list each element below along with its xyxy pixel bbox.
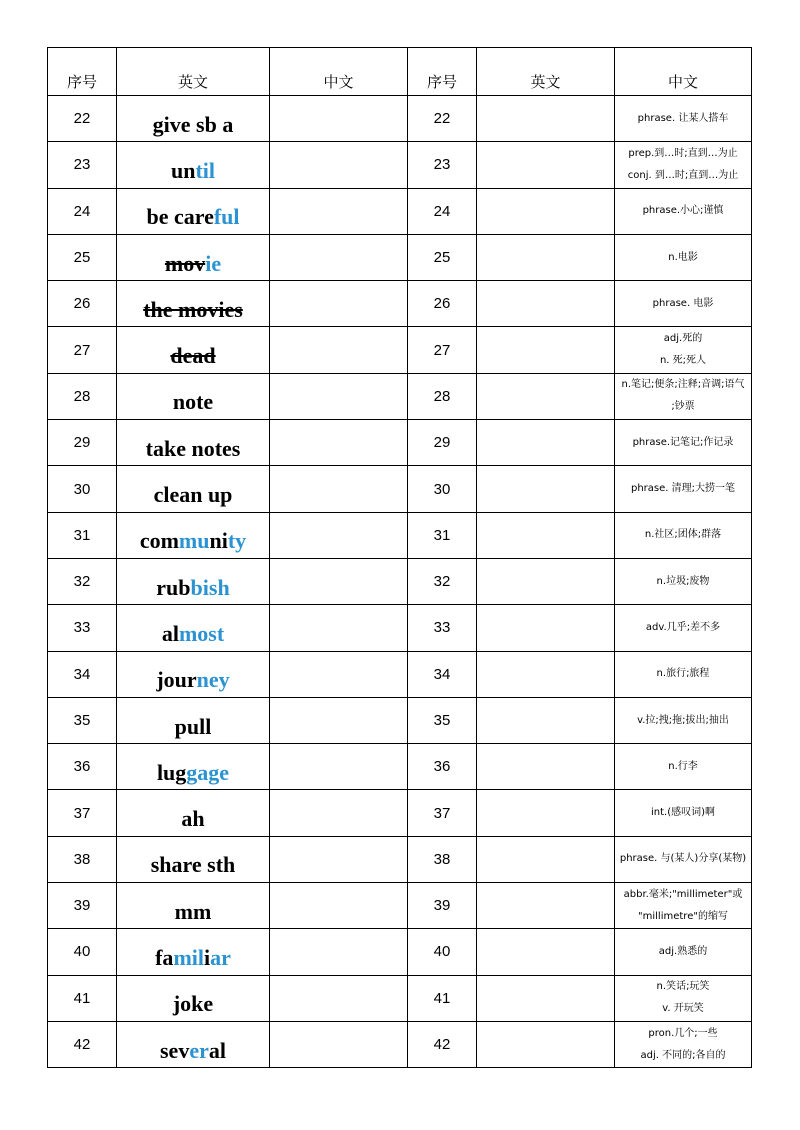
meaning-line: "millimetre"的缩写 bbox=[638, 910, 728, 922]
chinese-answer-blank bbox=[270, 1021, 408, 1067]
english-word bbox=[117, 605, 270, 651]
meaning-line: phrase. 电影 bbox=[652, 297, 714, 309]
vocabulary-table bbox=[47, 47, 752, 1068]
table-row bbox=[48, 651, 752, 697]
syllable: take notes bbox=[145, 435, 241, 461]
row-number-right: 35 bbox=[408, 697, 477, 743]
english-answer-blank bbox=[477, 373, 615, 419]
meaning-line: n.旅行;旅程 bbox=[656, 668, 710, 680]
syllable: i bbox=[204, 944, 211, 970]
english-word-text bbox=[171, 158, 215, 184]
chinese-meaning bbox=[615, 281, 752, 327]
english-word bbox=[117, 327, 270, 373]
table-row bbox=[48, 281, 752, 327]
english-answer-blank bbox=[477, 651, 615, 697]
english-answer-blank bbox=[477, 327, 615, 373]
english-word-text bbox=[173, 991, 213, 1017]
meaning-line: phrase.小心;谨慎 bbox=[642, 205, 724, 217]
syllable: ni bbox=[209, 528, 228, 554]
english-word bbox=[117, 883, 270, 929]
english-word-text bbox=[162, 621, 224, 647]
english-word bbox=[117, 142, 270, 188]
english-answer-blank bbox=[477, 1021, 615, 1067]
syllable: jour bbox=[156, 667, 197, 693]
table-row bbox=[48, 466, 752, 512]
chinese-answer-blank bbox=[270, 327, 408, 373]
row-number-right: 37 bbox=[408, 790, 477, 836]
row-number-right: 30 bbox=[408, 466, 477, 512]
english-answer-blank bbox=[477, 697, 615, 743]
row-number-left: 28 bbox=[48, 373, 117, 419]
english-answer-blank bbox=[477, 836, 615, 882]
chinese-answer-blank bbox=[270, 929, 408, 975]
english-word bbox=[117, 96, 270, 142]
syllable: al bbox=[208, 1037, 226, 1063]
english-answer-blank bbox=[477, 790, 615, 836]
row-number-right: 31 bbox=[408, 512, 477, 558]
english-word bbox=[117, 234, 270, 280]
row-number-left: 31 bbox=[48, 512, 117, 558]
table-row bbox=[48, 744, 752, 790]
table-row bbox=[48, 96, 752, 142]
english-word-text bbox=[155, 945, 231, 971]
table-row bbox=[48, 373, 752, 419]
chinese-meaning bbox=[615, 929, 752, 975]
meaning-line: phrase. 清理;大捞一笔 bbox=[630, 483, 735, 495]
row-number-right: 24 bbox=[408, 188, 477, 234]
row-number-left: 37 bbox=[48, 790, 117, 836]
syllable: clean up bbox=[153, 482, 233, 508]
syllable: mov bbox=[164, 250, 206, 276]
chinese-answer-blank bbox=[270, 651, 408, 697]
chinese-meaning bbox=[615, 744, 752, 790]
table-row bbox=[48, 836, 752, 882]
chinese-meaning bbox=[615, 883, 752, 929]
chinese-answer-blank bbox=[270, 790, 408, 836]
meaning-line: adj.死的 bbox=[663, 333, 703, 345]
header-number-right: 序号 bbox=[408, 48, 477, 96]
syllable: lug bbox=[156, 759, 187, 785]
chinese-answer-blank bbox=[270, 558, 408, 604]
table-row bbox=[48, 142, 752, 188]
chinese-meaning bbox=[615, 790, 752, 836]
english-word bbox=[117, 697, 270, 743]
highlighted-syllable: ar bbox=[210, 944, 231, 970]
syllable: dead bbox=[170, 343, 216, 369]
meaning-line: v. 开玩笑 bbox=[662, 1003, 704, 1015]
english-answer-blank bbox=[477, 605, 615, 651]
row-number-right: 40 bbox=[408, 929, 477, 975]
row-number-left: 40 bbox=[48, 929, 117, 975]
english-answer-blank bbox=[477, 744, 615, 790]
row-number-right: 34 bbox=[408, 651, 477, 697]
table-row bbox=[48, 234, 752, 280]
english-word bbox=[117, 836, 270, 882]
chinese-meaning bbox=[615, 466, 752, 512]
chinese-meaning bbox=[615, 836, 752, 882]
row-number-right: 29 bbox=[408, 420, 477, 466]
table-row bbox=[48, 558, 752, 604]
english-word bbox=[117, 975, 270, 1021]
english-word bbox=[117, 281, 270, 327]
chinese-answer-blank bbox=[270, 697, 408, 743]
table-row bbox=[48, 605, 752, 651]
english-answer-blank bbox=[477, 929, 615, 975]
chinese-answer-blank bbox=[270, 466, 408, 512]
chinese-meaning bbox=[615, 420, 752, 466]
chinese-answer-blank bbox=[270, 142, 408, 188]
syllable: un bbox=[170, 157, 196, 183]
row-number-right: 28 bbox=[408, 373, 477, 419]
highlighted-syllable: mu bbox=[178, 528, 210, 554]
meaning-line: n.垃圾;废物 bbox=[656, 575, 710, 587]
table-row bbox=[48, 1021, 752, 1067]
english-word bbox=[117, 790, 270, 836]
english-word-text bbox=[146, 436, 241, 462]
syllable: joke bbox=[172, 991, 214, 1017]
syllable: note bbox=[172, 389, 214, 415]
highlighted-syllable: ty bbox=[227, 528, 247, 554]
syllable: al bbox=[161, 620, 179, 646]
english-answer-blank bbox=[477, 420, 615, 466]
syllable: rub bbox=[156, 574, 191, 600]
english-word bbox=[117, 744, 270, 790]
english-word-text bbox=[175, 899, 212, 925]
highlighted-syllable: ie bbox=[205, 250, 222, 276]
table-row bbox=[48, 929, 752, 975]
meaning-line: v.拉;拽;拖;拔出;抽出 bbox=[637, 714, 729, 726]
english-word bbox=[117, 1021, 270, 1067]
highlighted-syllable: gage bbox=[186, 759, 230, 785]
english-word-text bbox=[160, 1038, 226, 1064]
chinese-meaning bbox=[615, 605, 752, 651]
chinese-answer-blank bbox=[270, 420, 408, 466]
chinese-answer-blank bbox=[270, 96, 408, 142]
header-chinese-left: 中文 bbox=[270, 48, 408, 96]
english-word-text bbox=[153, 112, 234, 138]
english-word-text bbox=[156, 575, 229, 601]
row-number-left: 27 bbox=[48, 327, 117, 373]
meaning-line: n.电影 bbox=[668, 251, 698, 263]
meaning-line: conj. 到…时;直到…为止 bbox=[627, 169, 739, 181]
english-answer-blank bbox=[477, 558, 615, 604]
row-number-right: 26 bbox=[408, 281, 477, 327]
english-answer-blank bbox=[477, 188, 615, 234]
row-number-left: 39 bbox=[48, 883, 117, 929]
meaning-line: adv.几乎;差不多 bbox=[645, 621, 721, 633]
english-answer-blank bbox=[477, 142, 615, 188]
row-number-left: 29 bbox=[48, 420, 117, 466]
row-number-right: 42 bbox=[408, 1021, 477, 1067]
chinese-meaning bbox=[615, 512, 752, 558]
chinese-answer-blank bbox=[270, 605, 408, 651]
chinese-meaning bbox=[615, 697, 752, 743]
row-number-right: 38 bbox=[408, 836, 477, 882]
meaning-line: int.(感叹词)啊 bbox=[650, 807, 716, 819]
chinese-meaning bbox=[615, 651, 752, 697]
chinese-answer-blank bbox=[270, 975, 408, 1021]
row-number-right: 23 bbox=[408, 142, 477, 188]
chinese-meaning bbox=[615, 373, 752, 419]
english-word-text bbox=[170, 343, 215, 369]
chinese-answer-blank bbox=[270, 744, 408, 790]
english-word-text bbox=[173, 389, 213, 415]
row-number-left: 22 bbox=[48, 96, 117, 142]
meaning-line: phrase. 让某人搭车 bbox=[637, 112, 729, 124]
row-number-right: 32 bbox=[408, 558, 477, 604]
row-number-left: 34 bbox=[48, 651, 117, 697]
syllable: give sb a bbox=[152, 111, 234, 137]
english-word bbox=[117, 558, 270, 604]
english-answer-blank bbox=[477, 466, 615, 512]
chinese-answer-blank bbox=[270, 836, 408, 882]
meaning-line: ;钞票 bbox=[671, 401, 695, 413]
highlighted-syllable: most bbox=[178, 620, 225, 646]
meaning-line: pron.几个;一些 bbox=[648, 1027, 718, 1039]
meaning-line: phrase. 与(某人)分享(某物) bbox=[619, 853, 747, 865]
meaning-line: n.行李 bbox=[668, 760, 698, 772]
row-number-left: 38 bbox=[48, 836, 117, 882]
syllable: the movies bbox=[143, 296, 243, 322]
english-word bbox=[117, 651, 270, 697]
meaning-line: abbr.毫米;"millimeter"或 bbox=[623, 888, 743, 900]
header-english-left: 英文 bbox=[117, 48, 270, 96]
chinese-meaning bbox=[615, 96, 752, 142]
chinese-answer-blank bbox=[270, 234, 408, 280]
syllable: be care bbox=[146, 204, 214, 230]
syllable: ah bbox=[181, 806, 205, 832]
syllable: fa bbox=[155, 944, 174, 970]
english-answer-blank bbox=[477, 512, 615, 558]
chinese-meaning bbox=[615, 558, 752, 604]
english-word bbox=[117, 512, 270, 558]
syllable: sev bbox=[160, 1037, 190, 1063]
english-answer-blank bbox=[477, 883, 615, 929]
header-number-left: 序号 bbox=[48, 48, 117, 96]
meaning-line: n.社区;团体;群落 bbox=[644, 529, 722, 541]
syllable: mm bbox=[174, 898, 212, 924]
english-word-text bbox=[140, 528, 246, 554]
table-row bbox=[48, 188, 752, 234]
english-answer-blank bbox=[477, 281, 615, 327]
table-body bbox=[48, 96, 752, 1068]
meaning-line: phrase.记笔记;作记录 bbox=[632, 436, 734, 448]
row-number-left: 36 bbox=[48, 744, 117, 790]
row-number-left: 24 bbox=[48, 188, 117, 234]
row-number-left: 35 bbox=[48, 697, 117, 743]
row-number-right: 25 bbox=[408, 234, 477, 280]
english-word-text bbox=[156, 667, 229, 693]
english-word-text bbox=[146, 204, 239, 230]
table-row bbox=[48, 327, 752, 373]
english-word-text bbox=[143, 297, 243, 323]
table-row bbox=[48, 420, 752, 466]
chinese-answer-blank bbox=[270, 281, 408, 327]
row-number-right: 41 bbox=[408, 975, 477, 1021]
meaning-line: n.笔记;便条;注释;音调;语气 bbox=[621, 379, 745, 391]
english-word bbox=[117, 420, 270, 466]
chinese-meaning bbox=[615, 142, 752, 188]
highlighted-syllable: er bbox=[189, 1037, 209, 1063]
header-row bbox=[48, 48, 752, 96]
english-word-text bbox=[165, 251, 221, 277]
table-row bbox=[48, 975, 752, 1021]
meaning-line: adj. 不同的;各自的 bbox=[640, 1049, 726, 1061]
highlighted-syllable: til bbox=[195, 157, 216, 183]
syllable: share sth bbox=[150, 852, 236, 878]
chinese-meaning bbox=[615, 1021, 752, 1067]
highlighted-syllable: ful bbox=[213, 204, 240, 230]
chinese-meaning bbox=[615, 188, 752, 234]
meaning-line: n.笑话;玩笑 bbox=[656, 981, 710, 993]
chinese-meaning bbox=[615, 234, 752, 280]
english-answer-blank bbox=[477, 96, 615, 142]
english-word bbox=[117, 373, 270, 419]
row-number-right: 22 bbox=[408, 96, 477, 142]
row-number-left: 42 bbox=[48, 1021, 117, 1067]
chinese-meaning bbox=[615, 327, 752, 373]
row-number-left: 26 bbox=[48, 281, 117, 327]
row-number-right: 33 bbox=[408, 605, 477, 651]
row-number-left: 30 bbox=[48, 466, 117, 512]
table-row bbox=[48, 697, 752, 743]
english-word bbox=[117, 466, 270, 512]
english-word-text bbox=[175, 714, 212, 740]
row-number-left: 33 bbox=[48, 605, 117, 651]
row-number-right: 27 bbox=[408, 327, 477, 373]
chinese-answer-blank bbox=[270, 512, 408, 558]
meaning-line: prep.到…时;直到…为止 bbox=[628, 147, 738, 159]
meaning-line: adj.熟悉的 bbox=[658, 945, 708, 957]
table-row bbox=[48, 512, 752, 558]
header-chinese-right: 中文 bbox=[615, 48, 752, 96]
table-row bbox=[48, 883, 752, 929]
highlighted-syllable: ney bbox=[196, 667, 230, 693]
header-english-right: 英文 bbox=[477, 48, 615, 96]
highlighted-syllable: bish bbox=[190, 574, 230, 600]
row-number-left: 32 bbox=[48, 558, 117, 604]
english-word-text bbox=[154, 482, 233, 508]
row-number-right: 39 bbox=[408, 883, 477, 929]
english-answer-blank bbox=[477, 234, 615, 280]
syllable: com bbox=[139, 528, 179, 554]
row-number-left: 41 bbox=[48, 975, 117, 1021]
english-word bbox=[117, 929, 270, 975]
syllable: pull bbox=[174, 713, 212, 739]
english-word-text bbox=[181, 806, 204, 832]
row-number-right: 36 bbox=[408, 744, 477, 790]
english-word-text bbox=[157, 760, 229, 786]
table-row bbox=[48, 790, 752, 836]
meaning-line: n. 死;死人 bbox=[659, 355, 707, 367]
english-word-text bbox=[151, 852, 236, 878]
highlighted-syllable: mil bbox=[173, 944, 204, 970]
chinese-answer-blank bbox=[270, 373, 408, 419]
chinese-answer-blank bbox=[270, 188, 408, 234]
english-word bbox=[117, 188, 270, 234]
chinese-answer-blank bbox=[270, 883, 408, 929]
row-number-left: 25 bbox=[48, 234, 117, 280]
chinese-meaning bbox=[615, 975, 752, 1021]
row-number-left: 23 bbox=[48, 142, 117, 188]
english-answer-blank bbox=[477, 975, 615, 1021]
